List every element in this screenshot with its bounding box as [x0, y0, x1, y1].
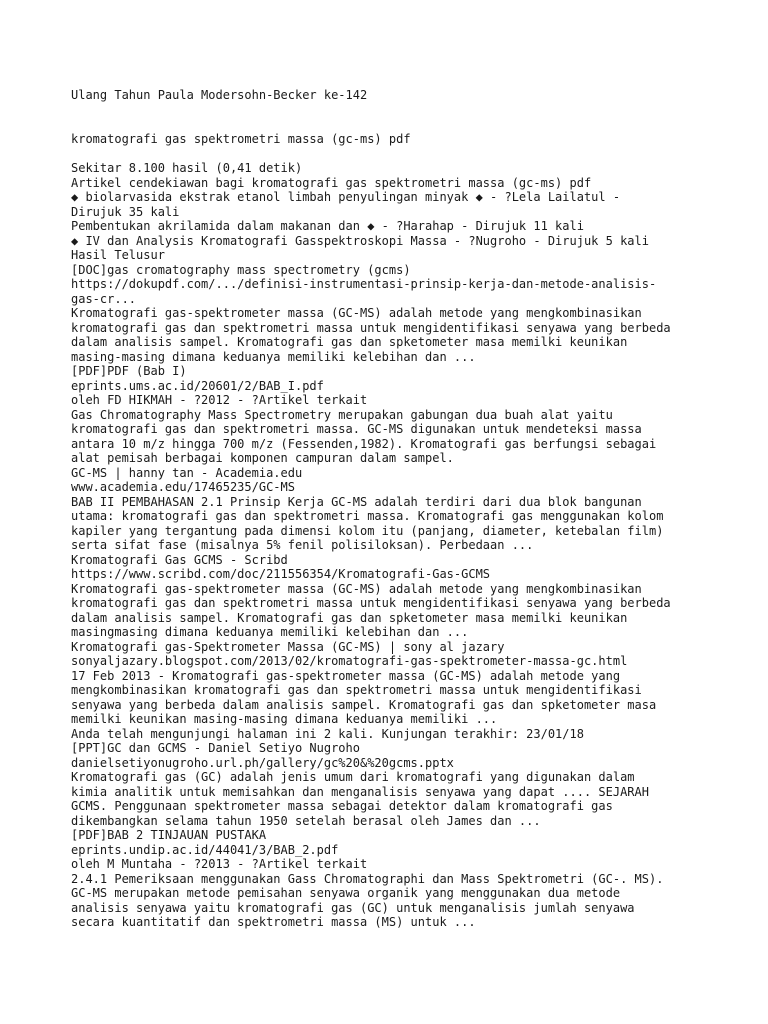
result-snippet: Kromatografi gas (GC) adalah jenis umum dari kromatografi yang digunakan dalam [71, 770, 635, 784]
result-snippet: kapiler yang tergantung pada dimensi kolom itu (panjang, diameter, ketebalan film) [71, 523, 664, 538]
section-heading-results: Hasil Telusur [71, 248, 165, 262]
result-url[interactable]: https://www.scribd.com/doc/211556354/Kromatografi-Gas-GCMS [71, 567, 491, 581]
search-query: kromatografi gas spektrometri massa (gc-ms) pdf [71, 131, 411, 146]
result-snippet: GC-MS merupakan metode pemisahan senyawa organik yang menggunakan dua metode [71, 886, 621, 900]
result-title[interactable]: Kromatografi Gas GCMS - Scribd [71, 552, 288, 567]
result-stats: Sekitar 8.100 hasil (0,41 detik) [71, 161, 303, 175]
result-title[interactable]: GC-MS | hanny tan - Academia.edu [71, 465, 303, 480]
result-snippet: utama: kromatografi gas dan spektrometri massa. Kromatografi gas menggunakan kolom [71, 509, 664, 523]
result-snippet: masingmasing dimana keduanya memiliki kelebihan dan ... [71, 625, 469, 639]
result-url[interactable]: sonyaljazary.blogspot.com/2013/02/kromatografi-gas-spektrometer-massa-gc.html [71, 654, 628, 668]
scholar-result-3[interactable]: ◆ IV dan Analysis Kromatografi Gasspektroskopi Massa - ?Nugroho - Dirujuk 5 kali [71, 233, 649, 248]
scholar-heading: Artikel cendekiawan bagi kromatografi gas spektrometri massa (gc-ms) pdf [71, 175, 592, 190]
result-snippet: kromatografi gas dan spektrometri massa. GC-MS digunakan untuk mendeteksi massa [71, 422, 642, 436]
result-snippet: serta sifat fase (misalnya 5% fenil polisiloksan). Perbedaan ... [71, 538, 534, 552]
result-snippet: kromatografi gas dan spektrometri massa untuk mengidentifikasi senyawa yang berbeda [71, 320, 671, 335]
result-title[interactable]: [DOC]gas cromatography mass spectrometry (gcms) [71, 262, 411, 277]
result-title[interactable]: [PDF]PDF (Bab I) [71, 364, 187, 378]
result-meta: oleh M Muntaha - ?2013 - ?Artikel terkait [71, 857, 368, 871]
result-snippet: 17 Feb 2013 - Kromatografi gas-spektrometer massa (GC-MS) adalah metode yang [71, 668, 621, 683]
result-snippet: GCMS. Penggunaan spektrometer massa sebagai detektor dalam kromatografi gas [71, 799, 613, 813]
result-snippet: Kromatografi gas-spektrometer massa (GC-MS) adalah metode yang mengkombinasikan [71, 581, 642, 596]
result-meta: oleh FD HIKMAH - ?2012 - ?Artikel terkait [71, 393, 368, 407]
result-url[interactable]: danielsetiyonugroho.url.ph/gallery/gc%20&%20gcms.pptx [71, 755, 454, 770]
result-title[interactable]: [PDF]BAB 2 TINJAUAN PUSTAKA [71, 828, 267, 842]
result-title[interactable]: [PPT]GC dan GCMS - Daniel Setiyo Nugroho [71, 741, 360, 755]
result-url[interactable]: www.academia.edu/17465235/GC-MS [71, 480, 295, 494]
result-snippet: mengkombinasikan kromatografi gas dan spektrometri massa untuk mengidentifikasi [71, 683, 642, 697]
result-snippet: masing-masing dimana keduanya memiliki kelebihan dan ... [71, 349, 476, 364]
result-snippet: Kromatografi gas-spektrometer massa (GC-MS) adalah metode yang mengkombinasikan [71, 306, 642, 320]
result-url[interactable]: https://dokupdf.com/.../definisi-instrumentasi-prinsip-kerja-dan-metode-analisis- [71, 277, 657, 291]
result-snippet: antara 10 m/z hingga 700 m/z (Fessenden,1982). Kromatografi gas berfungsi sebagai [71, 436, 657, 451]
result-snippet: Gas Chromatography Mass Spectrometry merupakan gabungan dua buah alat yaitu [71, 407, 613, 422]
page-title: Ulang Tahun Paula Modersohn-Becker ke-142 [71, 88, 368, 102]
scholar-result-1[interactable]: ◆ biolarvasida ekstrak etanol limbah penyulingan minyak ◆ - ?Lela Lailatul - [71, 190, 621, 204]
result-url[interactable]: eprints.ums.ac.id/20601/2/BAB_I.pdf [71, 378, 324, 393]
result-snippet: secara kuantitatif dan spektrometri massa (MS) untuk ... [71, 915, 476, 929]
result-snippet: kromatografi gas dan spektrometri massa untuk mengidentifikasi senyawa yang berbeda [71, 596, 671, 610]
result-snippet: memilki keunikan masing-masing dimana keduanya memiliki ... [71, 712, 498, 726]
scholar-result-1-cites: Dirujuk 35 kali [71, 204, 180, 219]
result-snippet: alat pemisah berbagai komponen campuran dalam sampel. [71, 451, 454, 465]
result-snippet: dalam analisis sampel. Kromatografi gas dan spketometer masa memilki keunikan [71, 610, 628, 625]
scholar-result-2[interactable]: Pembentukan akrilamida dalam makanan dan ◆ - ?Harahap - Dirujuk 11 kali [71, 219, 584, 233]
result-url-cont[interactable]: gas-cr... [71, 291, 137, 306]
result-snippet: senyawa yang berbeda dalam analisis sampel. Kromatografi gas dan spketometer masa [71, 697, 657, 712]
result-snippet: dalam analisis sampel. Kromatografi gas dan spketometer masa memilki keunikan [71, 335, 628, 349]
result-snippet: dikembangkan selama tahun 1950 setelah berasal oleh James dan ... [71, 813, 541, 828]
result-title[interactable]: Kromatografi gas-Spektrometer Massa (GC-MS) | sony al jazary [71, 639, 505, 654]
result-snippet: analisis senyawa yaitu kromatografi gas (GC) untuk menganalisis jumlah senyawa [71, 900, 635, 915]
result-snippet: 2.4.1 Pemeriksaan menggunakan Gass Chromatographi dan Mass Spektrometri (GC-. MS). [71, 871, 664, 886]
visit-note: Anda telah mengunjungi halaman ini 2 kali. Kunjungan terakhir: 23/01/18 [71, 726, 584, 741]
result-snippet: BAB II PEMBAHASAN 2.1 Prinsip Kerja GC-MS adalah terdiri dari dua blok bangunan [71, 494, 642, 509]
result-url[interactable]: eprints.undip.ac.id/44041/3/BAB_2.pdf [71, 842, 339, 857]
result-snippet: kimia analitik untuk memisahkan dan menganalisis senyawa yang dapat .... SEJARAH [71, 784, 649, 799]
